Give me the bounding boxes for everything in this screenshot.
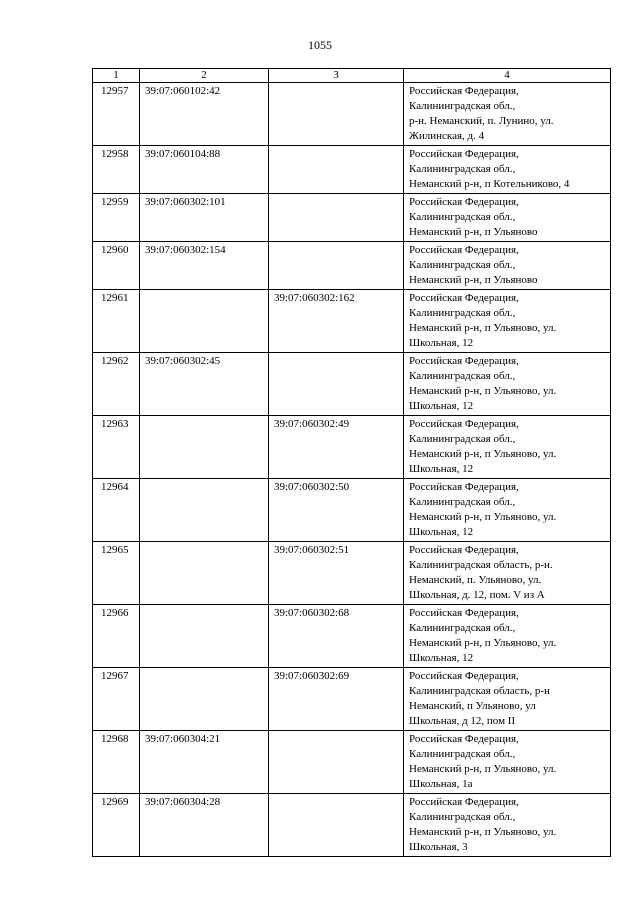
- address-line: Российская Федерация,: [409, 244, 519, 256]
- address-line: Калининградская обл.,: [409, 811, 516, 823]
- address-line: Российская Федерация,: [409, 355, 519, 367]
- address-line: Российская Федерация,: [409, 85, 519, 97]
- address-cell: [404, 605, 611, 668]
- address-line: Школьная, 12: [409, 526, 474, 538]
- address-line: Неманский р-н, п Ульяново, ул.: [409, 448, 557, 460]
- address-line: Калининградская область, р-н: [409, 685, 550, 697]
- address-line: Калининградская обл.,: [409, 211, 516, 223]
- row-number-cell: 12963: [93, 416, 140, 479]
- address-line: Неманский р-н, п Ульяново, ул.: [409, 322, 557, 334]
- cadastral-number-alt-cell: [269, 194, 404, 242]
- address-cell: [404, 542, 611, 605]
- address-cell: [404, 83, 611, 146]
- address-line: Калининградская область, р-н.: [409, 559, 553, 571]
- address-line: Неманский, п. Ульяново, ул.: [409, 574, 542, 586]
- cadastral-number-alt-cell: 39:07:060302:49: [269, 416, 404, 479]
- page-number: 1055: [308, 38, 332, 52]
- cadastral-number-alt-cell: 39:07:060302:68: [269, 605, 404, 668]
- cadastral-number-cell: [140, 668, 269, 731]
- row-number-cell: 12969: [93, 794, 140, 857]
- row-number-cell: 12964: [93, 479, 140, 542]
- address-line: Калининградская обл.,: [409, 259, 516, 271]
- address-line: Школьная, д. 12, пом. V из А: [409, 589, 545, 601]
- cadastral-number-cell: [140, 290, 269, 353]
- cadastral-number-cell: 39:07:060304:21: [140, 731, 269, 794]
- cadastral-number-alt-cell: [269, 83, 404, 146]
- address-line: Неманский р-н, п Ульяново, ул.: [409, 763, 557, 775]
- row-number-cell: 12961: [93, 290, 140, 353]
- address-line: Школьная, 12: [409, 400, 474, 412]
- cadastral-number-cell: 39:07:060302:101: [140, 194, 269, 242]
- address-line: Жилинская, д. 4: [409, 130, 485, 142]
- address-cell: [404, 731, 611, 794]
- address-line: Школьная, 1а: [409, 778, 473, 790]
- table-row: [93, 353, 611, 416]
- table-row: [93, 290, 611, 353]
- cadastral-number-cell: 39:07:060104:88: [140, 146, 269, 194]
- address-line: Калининградская обл.,: [409, 163, 516, 175]
- address-line: Российская Федерация,: [409, 544, 519, 556]
- address-line: Калининградская обл.,: [409, 370, 516, 382]
- table-row: [93, 146, 611, 194]
- cadastral-number-alt-cell: [269, 353, 404, 416]
- address-line: Российская Федерация,: [409, 148, 519, 160]
- cadastral-number-cell: 39:07:060302:154: [140, 242, 269, 290]
- address-cell: [404, 194, 611, 242]
- address-line: Российская Федерация,: [409, 607, 519, 619]
- address-line: Российская Федерация,: [409, 670, 519, 682]
- cadastral-number-cell: [140, 605, 269, 668]
- table-row: [93, 416, 611, 479]
- cadastral-number-alt-cell: [269, 242, 404, 290]
- row-number-cell: 12957: [93, 83, 140, 146]
- address-line: Неманский р-н, п Ульяново, ул.: [409, 385, 557, 397]
- address-line: Калининградская обл.,: [409, 433, 516, 445]
- cadastral-number-alt-cell: [269, 794, 404, 857]
- address-cell: [404, 479, 611, 542]
- address-line: Школьная, 12: [409, 337, 474, 349]
- column-header-2: 2: [140, 69, 269, 83]
- row-number-cell: 12962: [93, 353, 140, 416]
- column-header-4: 4: [404, 69, 611, 83]
- address-line: Школьная, 12: [409, 652, 474, 664]
- table-row: [93, 605, 611, 668]
- table-row: [93, 194, 611, 242]
- address-cell: [404, 242, 611, 290]
- table-row: [93, 731, 611, 794]
- address-line: Калининградская обл.,: [409, 748, 516, 760]
- cadastral-number-alt-cell: 39:07:060302:162: [269, 290, 404, 353]
- column-header-1: 1: [93, 69, 140, 83]
- address-line: Калининградская обл.,: [409, 100, 516, 112]
- address-line: Калининградская обл.,: [409, 622, 516, 634]
- address-cell: [404, 146, 611, 194]
- row-number-cell: 12965: [93, 542, 140, 605]
- table-header-row: [93, 69, 611, 83]
- cadastral-number-alt-cell: 39:07:060302:69: [269, 668, 404, 731]
- row-number-cell: 12958: [93, 146, 140, 194]
- address-line: Российская Федерация,: [409, 481, 519, 493]
- address-line: Неманский р-н, п Котельниково, 4: [409, 178, 570, 190]
- address-line: Российская Федерация,: [409, 196, 519, 208]
- cadastral-number-cell: [140, 479, 269, 542]
- address-cell: [404, 290, 611, 353]
- table-row: [93, 83, 611, 146]
- address-line: Неманский, п Ульяново, ул: [409, 700, 536, 712]
- table-row: [93, 794, 611, 857]
- address-cell: [404, 416, 611, 479]
- cadastral-number-cell: [140, 416, 269, 479]
- row-number-cell: 12966: [93, 605, 140, 668]
- table-row: [93, 479, 611, 542]
- address-line: Неманский р-н, п Ульяново: [409, 226, 538, 238]
- address-cell: [404, 794, 611, 857]
- table-row: [93, 542, 611, 605]
- table-row: [93, 242, 611, 290]
- address-line: Школьная, д 12, пом II: [409, 715, 516, 727]
- column-header-3: 3: [269, 69, 404, 83]
- address-line: Российская Федерация,: [409, 796, 519, 808]
- row-number-cell: 12960: [93, 242, 140, 290]
- cadastral-number-cell: 39:07:060304:28: [140, 794, 269, 857]
- registry-body: [93, 69, 611, 857]
- cadastral-number-alt-cell: 39:07:060302:51: [269, 542, 404, 605]
- address-cell: [404, 353, 611, 416]
- registry-table: [92, 68, 611, 857]
- address-cell: [404, 668, 611, 731]
- address-line: Неманский р-н, п Ульяново, ул.: [409, 637, 557, 649]
- cadastral-number-cell: [140, 542, 269, 605]
- cadastral-number-cell: 39:07:060102:42: [140, 83, 269, 146]
- cadastral-number-alt-cell: [269, 731, 404, 794]
- address-line: Неманский р-н, п Ульяново, ул.: [409, 511, 557, 523]
- row-number-cell: 12959: [93, 194, 140, 242]
- address-line: Российская Федерация,: [409, 418, 519, 430]
- address-line: Школьная, 12: [409, 463, 474, 475]
- table-row: [93, 668, 611, 731]
- address-line: Российская Федерация,: [409, 733, 519, 745]
- address-line: Школьная, 3: [409, 841, 468, 853]
- cadastral-number-alt-cell: [269, 146, 404, 194]
- address-line: Калининградская обл.,: [409, 496, 516, 508]
- cadastral-number-cell: 39:07:060302:45: [140, 353, 269, 416]
- address-line: Неманский р-н, п Ульяново: [409, 274, 538, 286]
- address-line: Неманский р-н, п Ульяново, ул.: [409, 826, 557, 838]
- address-line: Российская Федерация,: [409, 292, 519, 304]
- row-number-cell: 12967: [93, 668, 140, 731]
- address-line: Калининградская обл.,: [409, 307, 516, 319]
- address-line: р-н. Неманский, п. Лунино, ул.: [409, 115, 554, 127]
- row-number-cell: 12968: [93, 731, 140, 794]
- cadastral-number-alt-cell: 39:07:060302:50: [269, 479, 404, 542]
